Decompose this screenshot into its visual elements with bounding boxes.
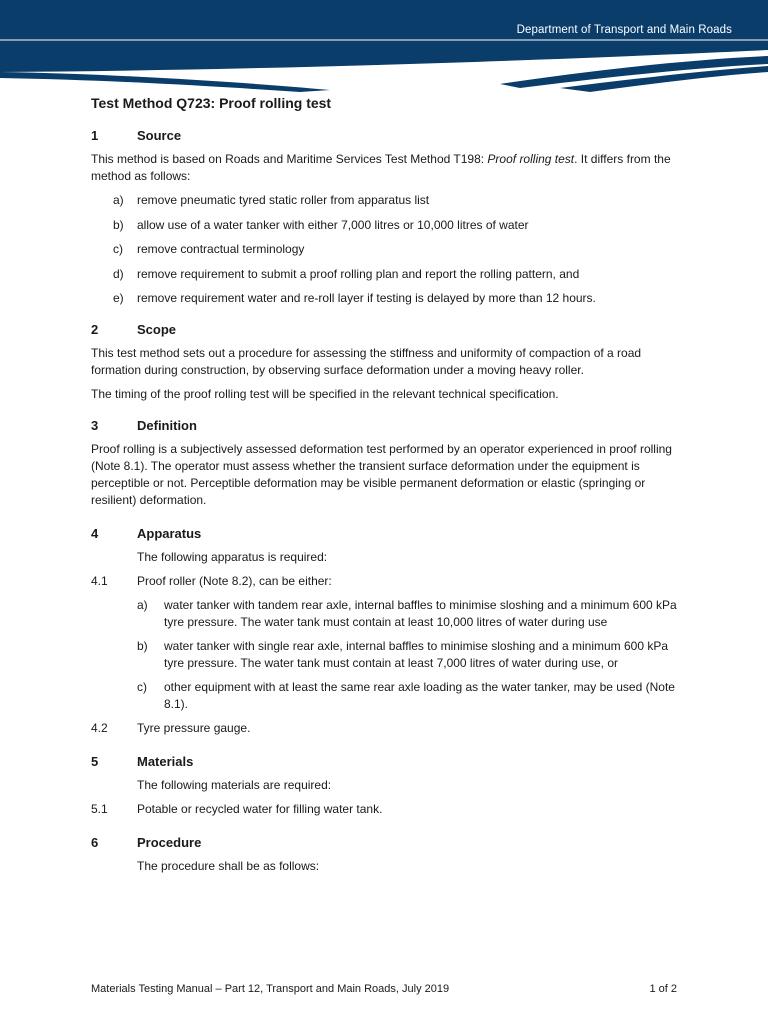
- list-text: remove pneumatic tyred static roller from apparatus list: [137, 193, 430, 207]
- header-banner: [0, 0, 768, 92]
- list-text: remove requirement water and re-roll layer if testing is delayed by more than 12 hours.: [137, 291, 596, 305]
- subsection-number: 4.1: [91, 574, 108, 588]
- apparatus-intro: The following apparatus is required:: [137, 550, 328, 564]
- list-text: remove contractual terminology: [137, 242, 305, 256]
- list-marker: b): [113, 217, 124, 232]
- list-text: remove requirement to submit a proof rolling plan and report the rolling pattern, and: [137, 266, 580, 281]
- section-title: Apparatus: [137, 526, 202, 541]
- list-item: [91, 217, 681, 234]
- section-number: 3: [91, 418, 99, 433]
- section-title: Definition: [137, 418, 197, 433]
- list-marker: c): [137, 680, 147, 694]
- section-number: 4: [91, 526, 99, 541]
- list-item: [91, 192, 681, 209]
- procedure-intro: The procedure shall be as follows:: [137, 859, 320, 873]
- list-text: other equipment with at least the same rear axle loading as the water tanker, may be used (Note 8.1).: [164, 680, 675, 711]
- section-number: 6: [91, 835, 99, 850]
- list-item: [91, 241, 681, 258]
- differences-list: [91, 192, 681, 307]
- section-heading-procedure: [91, 834, 681, 852]
- section-number: 5: [91, 754, 99, 769]
- materials-intro: The following materials are required:: [137, 778, 332, 792]
- subsection-text: Proof roller (Note 8.2), can be either:: [137, 574, 332, 588]
- list-item: [91, 266, 681, 283]
- section-title: Materials: [137, 754, 194, 769]
- subsection-5-1: [91, 801, 681, 818]
- list-marker: a): [137, 598, 148, 612]
- intro-text: This method is based on Roads and Maritime Services Test Method T198:: [91, 152, 488, 166]
- page-number: 1 of 2: [649, 983, 677, 995]
- footer-title: Materials Testing Manual – Part 12, Transport and Main Roads, July 2019: [91, 983, 450, 995]
- section-heading-source: [91, 127, 681, 145]
- list-text: water tanker with single rear axle, internal baffles to minimise sloshing and a minimum 600 kPa tyre pressure. The water tank must contain at least 7,000 litres of water during use, or: [164, 639, 669, 670]
- list-item: [137, 679, 681, 713]
- page-footer: [91, 983, 677, 995]
- section-heading-apparatus: [91, 525, 681, 543]
- list-item: [137, 638, 681, 672]
- section-title: Source: [137, 128, 182, 143]
- list-marker: e): [113, 291, 124, 305]
- intro-italic: Proof rolling test: [487, 152, 575, 166]
- subsection-4-1: [91, 573, 681, 590]
- subsection-number: 4.2: [91, 721, 108, 735]
- document-body: [91, 93, 681, 882]
- section-title: Procedure: [137, 835, 202, 850]
- section-heading-materials: [91, 753, 681, 771]
- section-number: 2: [91, 322, 99, 337]
- document-title: Test Method Q723: Proof rolling test: [91, 95, 332, 111]
- subsection-text: Potable or recycled water for filling water tank.: [137, 802, 383, 816]
- subsection-text: Tyre pressure gauge.: [137, 721, 251, 735]
- list-text: allow use of a water tanker with either 7,000 litres or 10,000 litres of water: [137, 217, 529, 232]
- section-heading-definition: [91, 417, 681, 435]
- scope-timing-paragraph: The timing of the proof rolling test will be specified in the relevant technical specification.: [91, 387, 559, 401]
- source-intro: [91, 151, 681, 185]
- section-heading-scope: [91, 321, 681, 339]
- department-name: Department of Transport and Main Roads: [516, 24, 732, 36]
- list-text: water tanker with tandem rear axle, internal baffles to minimise sloshing and a minimum 600 kPa tyre pressure. The water tank must contain at least 10,000 litres of water during use: [164, 598, 677, 629]
- intro-text-end: . It differs from the method as follows:: [91, 152, 671, 183]
- section-title: Scope: [137, 322, 177, 337]
- subsection-number: 5.1: [91, 802, 108, 816]
- scope-paragraph: This test method sets out a procedure for assessing the stiffness and uniformity of compaction of a road formation during construction, by observing surface deformation under a moving heavy roller.: [91, 346, 642, 377]
- list-marker: d): [113, 266, 124, 281]
- subsection-4-2: [91, 720, 681, 737]
- banner-graphic: [0, 0, 768, 92]
- definition-paragraph: Proof rolling is a subjectively assessed deformation test performed by an operator experienced in proof rolling (Note 8.1). The operator must assess whether the transient surface deformation under the equipment is perceptible or not. Perceptible deformation may be visible permanent deformation or elastic (springing or resilient) deformation.: [91, 442, 672, 507]
- list-item: [91, 290, 681, 307]
- list-marker: c): [113, 242, 123, 256]
- list-item: [137, 597, 681, 631]
- list-marker: a): [113, 193, 124, 207]
- list-marker: b): [137, 639, 148, 653]
- section-number: 1: [91, 128, 99, 143]
